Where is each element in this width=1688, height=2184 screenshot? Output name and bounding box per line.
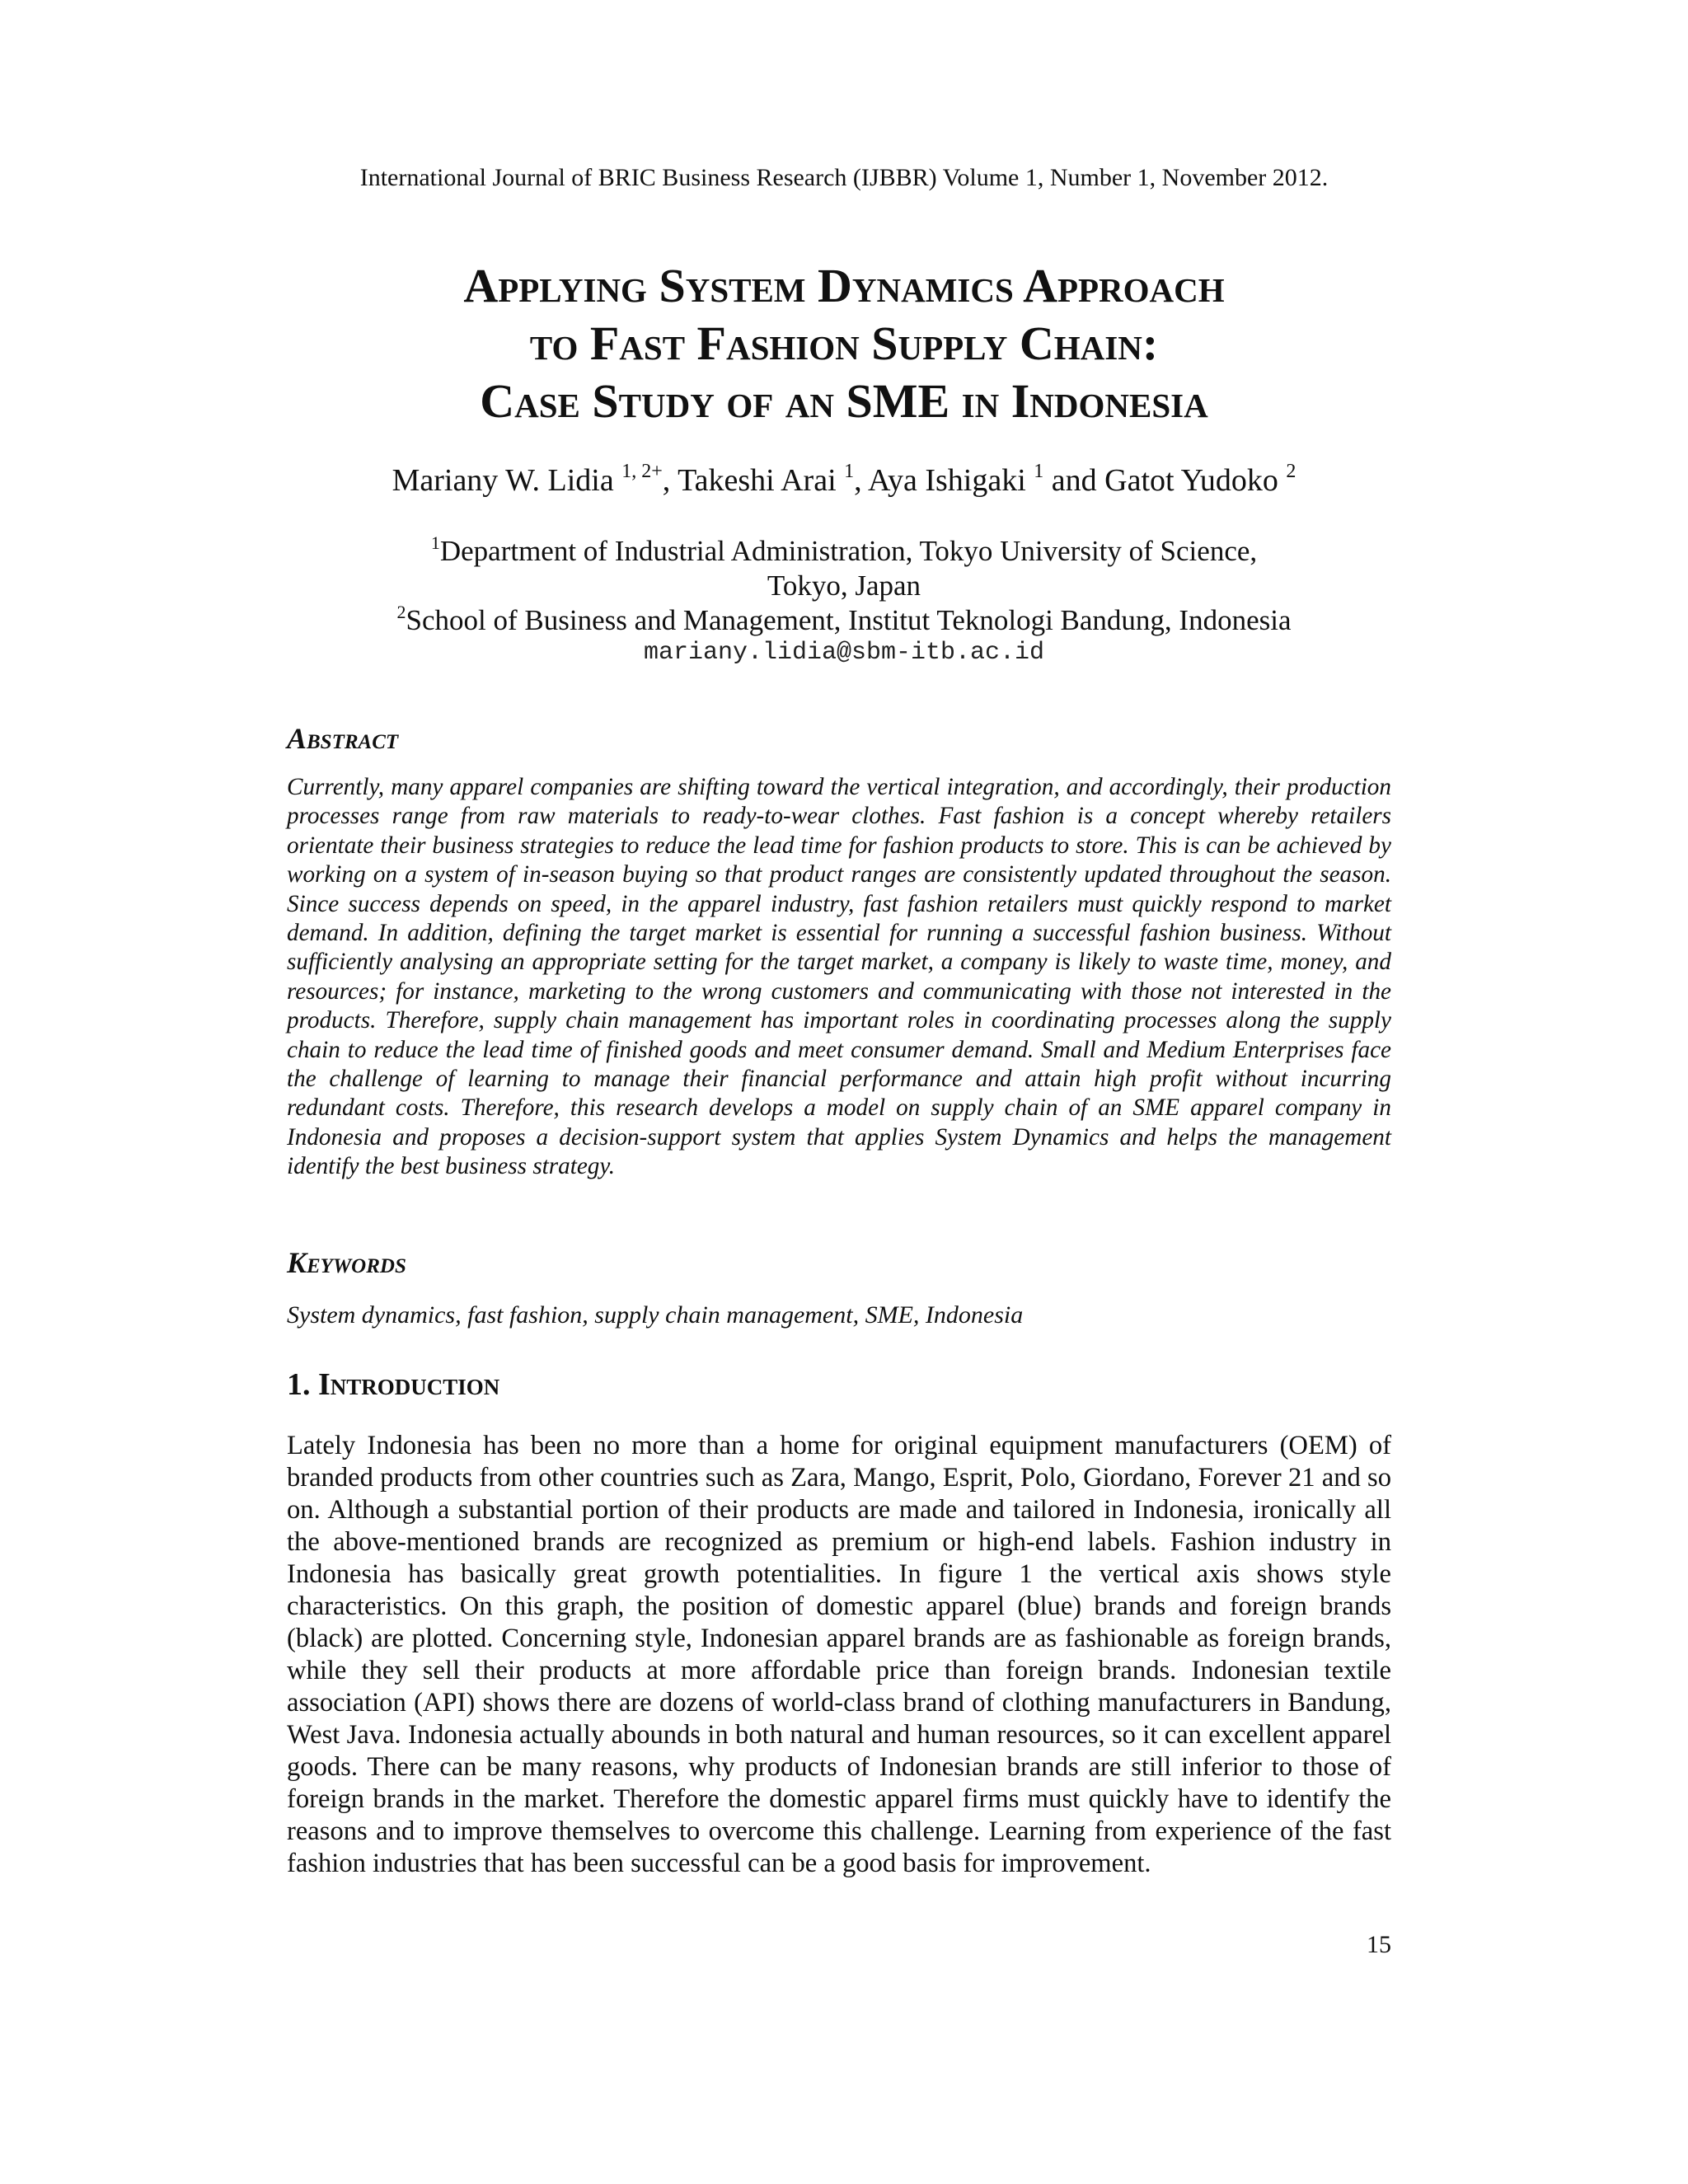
affiliation-text: Department of Industrial Administration, Tokyo University of Science, [439, 535, 1258, 567]
title-line: Applying System Dynamics Approach [463, 259, 1225, 312]
author-name: Takeshi Arai [678, 463, 837, 498]
affiliation-1 [0, 534, 1688, 569]
author-separator: and [1043, 463, 1105, 498]
keywords-body: System dynamics, fast fashion, supply chain management, SME, Indonesia [287, 1301, 1024, 1329]
affiliation-mark: 1 [430, 532, 440, 553]
title-line: Case Study of an SME in Indonesia [480, 374, 1208, 428]
title-line: to Fast Fashion Supply Chain: [529, 316, 1159, 370]
running-header: International Journal of BRIC Business Research (IJBBR) Volume 1, Number 1, November 2012. [359, 164, 1329, 191]
author-separator: , [854, 463, 869, 498]
author-list [0, 460, 1688, 501]
author-name: Gatot Yudoko [1104, 463, 1278, 498]
contact-email[interactable]: mariany.lidia@sbm-itb.ac.id [643, 639, 1045, 667]
introduction-body: Lately Indonesia has been no more than a home for original equipment manufacturers (OEM) of branded products from other countries such as Zara, Mango, Esprit, Polo, Giordano, Forever 21 and so on. Although a substantial portion of their products are made and tailored in Indonesia, ironically all the above-mentioned brands are recognized as premium or high-end labels. Fashion industry in Indonesia has basically great growth potentialities. In figure 1 the vertical axis shows style characteristics. On this graph, the position of domestic apparel (blue) brands and foreign brands (black) are plotted. Concerning style, Indonesian apparel brands are as fashionable as foreign brands, while they sell their products at more affordable price than foreign brands. Indonesian textile association (API) shows there are dozens of world-class brand of clothing manufacturers in Bandung, West Java. Indonesia actually abounds in both natural and human resources, so it can excellent apparel goods. There can be many reasons, why products of Indonesian brands are still inferior to those of foreign brands in the market. Therefore the domestic apparel firms must quickly have to identify the reasons and to improve themselves to overcome this challenge. Learning from experience of the fast fashion industries that has been successful can be a good basis for improvement. [287, 1431, 1391, 1878]
affiliation-block [0, 534, 1688, 668]
author-affiliation-mark: 1 [1034, 461, 1044, 482]
page-number: 15 [1367, 1931, 1391, 1958]
author-affiliation-mark: 1, 2+ [621, 461, 663, 482]
abstract-heading: Abstract [287, 722, 399, 755]
paper-title [0, 257, 1688, 430]
affiliation-mark: 2 [396, 602, 406, 622]
author-name: Mariany W. Lidia [392, 463, 614, 498]
keywords-heading: Keywords [287, 1246, 406, 1279]
author-affiliation-mark: 1 [844, 461, 855, 482]
affiliation-text: School of Business and Management, Institut Teknologi Bandung, Indonesia [406, 604, 1292, 636]
author-separator: , [662, 463, 678, 498]
abstract-body: Currently, many apparel companies are shifting toward the vertical integration, and accordingly, their production processes range from raw materials to ready-to-wear clothes. Fast fashion is a concept whereby retailers orientate their business strategies to reduce the lead time for fashion products to store. This is can be achieved by working on a system of in-season buying so that product ranges are consistently updated throughout the season. Since success depends on speed, in the apparel industry, fast fashion retailers must quickly respond to market demand. In addition, defining the target market is essential for running a successful fashion business. Without sufficiently analysing an appropriate setting for the target market, a company is likely to waste time, money, and resources; for instance, marketing to the wrong customers and communicating with those not interested in the products. Therefore, supply chain management has important roles in coordinating processes along the supply chain to reduce the lead time of finished goods and meet consumer demand. Small and Medium Enterprises face the challenge of learning to manage their financial performance and attain high profit without incurring redundant costs. Therefore, this research develops a model on supply chain of an SME apparel company in Indonesia and proposes a decision-support system that applies System Dynamics and helps the management identify the best business strategy. [287, 774, 1391, 1180]
author-affiliation-mark: 2 [1286, 461, 1296, 482]
introduction-heading: 1. Introduction [287, 1367, 500, 1402]
affiliation-1-location: Tokyo, Japan [767, 569, 921, 602]
affiliation-2 [0, 603, 1688, 638]
author-name: Aya Ishigaki [868, 463, 1026, 498]
